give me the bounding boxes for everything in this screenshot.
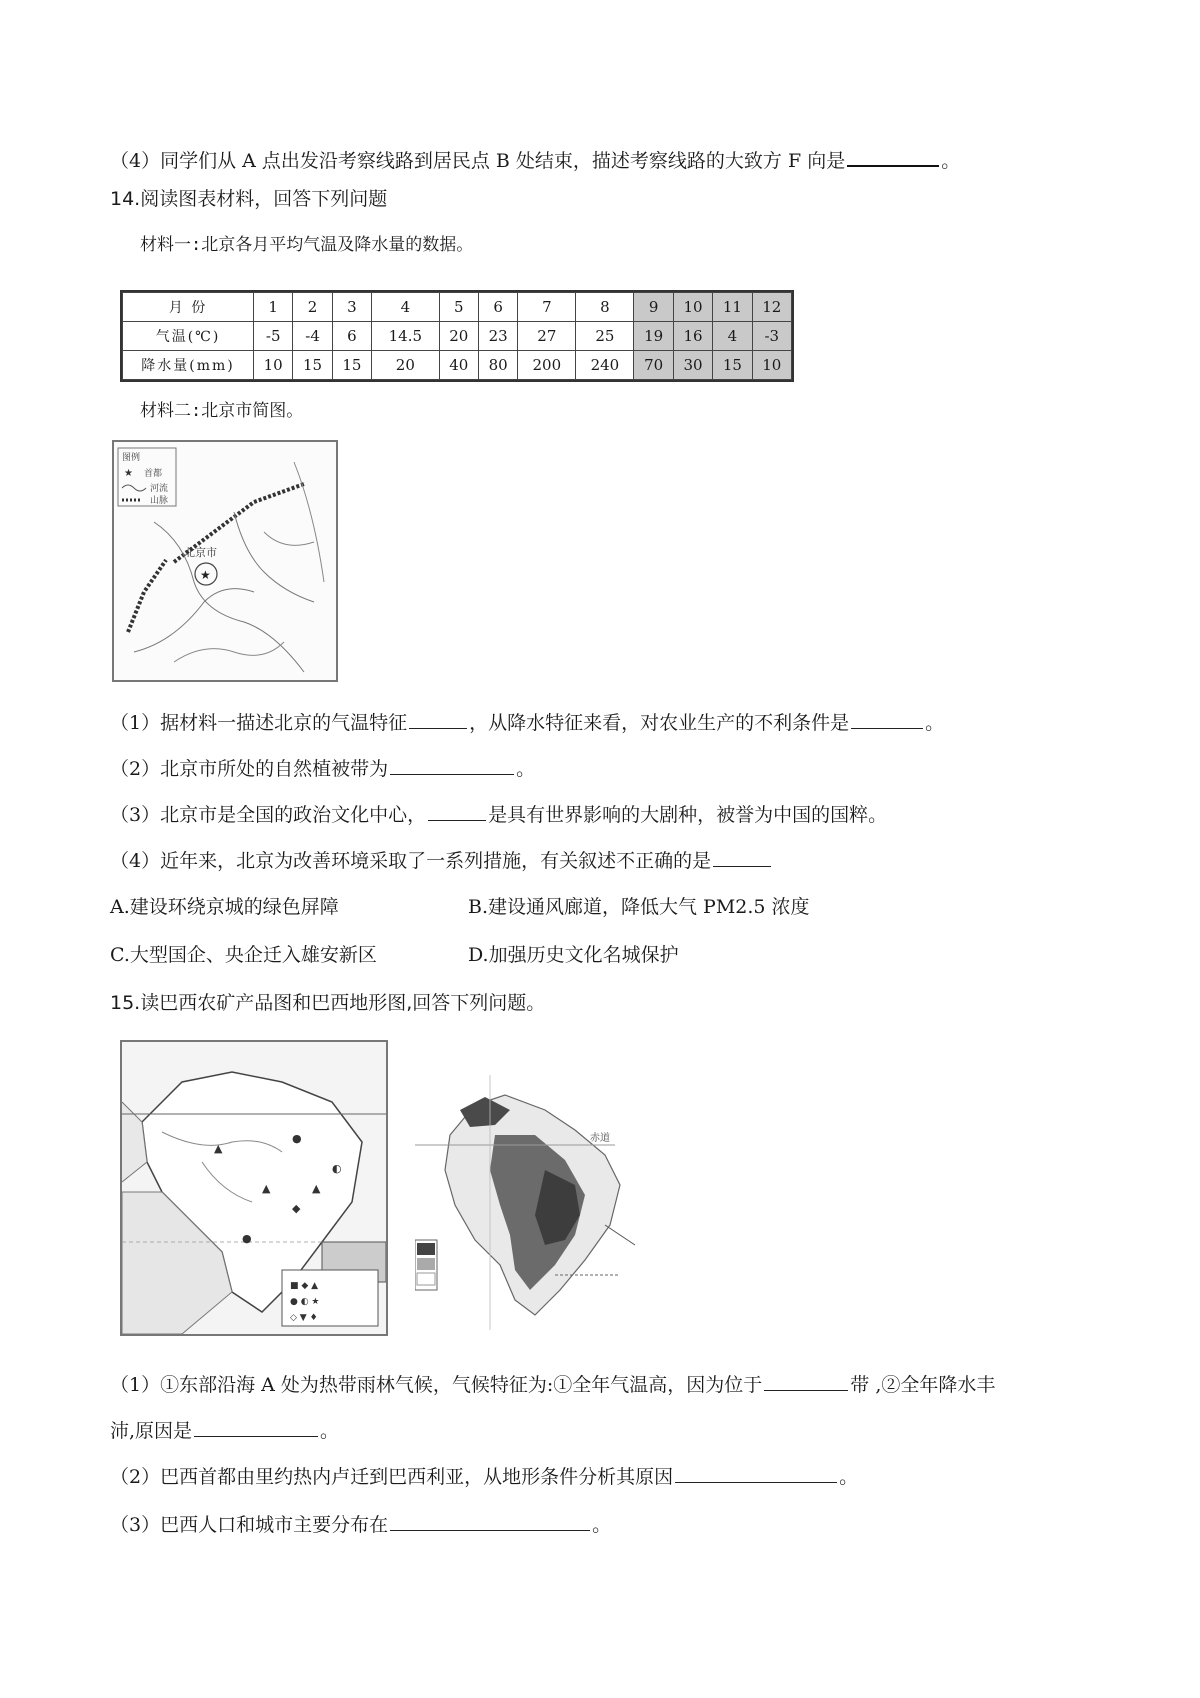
answer-blank[interactable]: [675, 1462, 837, 1483]
month-cell: 3: [332, 293, 371, 322]
temp-cell: 23: [478, 322, 517, 351]
q15-part3: [110, 1510, 611, 1538]
material1-caption: 材料一:北京各月平均气温及降水量的数据。: [140, 235, 474, 255]
q14-part1-text-a: （1）据材料一描述北京的气温特征: [110, 712, 408, 734]
punct: 。: [516, 758, 536, 780]
punct: 。: [592, 1514, 612, 1536]
product-icon: ▲: [214, 1142, 223, 1155]
temp-cell: 19: [634, 322, 673, 351]
answer-blank[interactable]: [764, 1370, 848, 1391]
precip-cell: 15: [332, 351, 371, 380]
precip-cell: 40: [439, 351, 478, 380]
brazil-products-map: [120, 1040, 388, 1336]
legend-title: 图例: [122, 453, 141, 463]
month-cell: 2: [293, 293, 332, 322]
q15-part2: [110, 1462, 858, 1490]
beijing-map-drawing: [114, 442, 336, 680]
temp-cell: 14.5: [372, 322, 439, 351]
product-icon: ◆: [292, 1202, 301, 1215]
temp-cell: 27: [518, 322, 576, 351]
q14-part4: [110, 846, 773, 874]
answer-blank[interactable]: [390, 754, 514, 775]
legend-icon: ◇ ▼ ♦: [290, 1313, 318, 1323]
river-icon: [122, 485, 146, 491]
answer-blank[interactable]: [409, 708, 467, 729]
precip-cell: 240: [576, 351, 634, 380]
capital-star-icon: ★: [200, 568, 211, 582]
climate-table: [120, 290, 794, 382]
temp-cell: 6: [332, 322, 371, 351]
q14-part2-text: （2）北京市所处的自然植被带为: [110, 758, 389, 780]
q15-part1-text-b: 带 ,②全年降水丰: [850, 1374, 996, 1396]
q14-part1-text-b: ，从降水特征来看，对农业生产的不利条件是: [469, 712, 850, 734]
month-cell: 1: [254, 293, 293, 322]
option-b: B.建设通风廊道，降低大气 PM2.5 浓度: [468, 896, 810, 918]
precip-cell: 15: [293, 351, 332, 380]
q14-part1: [110, 708, 944, 736]
answer-blank[interactable]: [713, 846, 771, 867]
answer-blank[interactable]: [390, 1510, 590, 1531]
q13-part4-text: （4）同学们从 A 点出发沿考察线路到居民点 B 处结束，描述考察线路的大致方 F 向是: [110, 150, 846, 172]
star-icon: ★: [124, 468, 133, 479]
temp-cell: 25: [576, 322, 634, 351]
q13-part4: [110, 145, 960, 174]
product-icon: ●: [242, 1232, 252, 1245]
q15-part1: [110, 1370, 995, 1398]
legend-mountain: 山脉: [150, 496, 169, 506]
legend-capital: 首都: [144, 469, 163, 479]
punct: 。: [839, 1466, 859, 1488]
month-cell: 12: [752, 293, 791, 322]
brazil-terrain-drawing: [415, 1075, 645, 1330]
q15-part1-text-a: （1）①东部沿海 A 处为热带雨林气候，气候特征为:①全年气温高，因为位于: [110, 1374, 763, 1396]
answer-blank[interactable]: [851, 708, 923, 729]
month-cell: 8: [576, 293, 634, 322]
precip-cell: 80: [478, 351, 517, 380]
legend-icon: ● ◐ ★: [290, 1297, 320, 1307]
brazil-terrain-map: [415, 1075, 645, 1330]
answer-blank[interactable]: [847, 145, 939, 167]
punct: 。: [941, 150, 961, 172]
precip-cell: 70: [634, 351, 673, 380]
option-a: A.建设环绕京城的绿色屏障: [110, 896, 339, 918]
temp-cell: -3: [752, 322, 791, 351]
option-c: C.大型国企、央企迁入雄安新区: [110, 944, 377, 966]
answer-blank[interactable]: [428, 800, 486, 821]
q14-part4-text: （4）近年来，北京为改善环境采取了一系列措施，有关叙述不正确的是: [110, 850, 712, 872]
legend-river: 河流: [150, 484, 169, 494]
table-row: [123, 322, 792, 351]
month-cell: 4: [372, 293, 439, 322]
table-header: 气温(℃): [123, 322, 254, 351]
precip-cell: 10: [254, 351, 293, 380]
temp-cell: -4: [293, 322, 332, 351]
product-icon: ●: [292, 1132, 302, 1145]
table-header: 降水量(mm): [123, 351, 254, 380]
precip-cell: 200: [518, 351, 576, 380]
option-d: D.加强历史文化名城保护: [468, 944, 679, 966]
q15-part2-text: （2）巴西首都由里约热内卢迁到巴西利亚，从地形条件分析其原因: [110, 1466, 674, 1488]
answer-blank[interactable]: [194, 1416, 318, 1437]
punct: 。: [320, 1420, 340, 1442]
month-cell: 6: [478, 293, 517, 322]
table-row: [123, 351, 792, 380]
temp-cell: -5: [254, 322, 293, 351]
precip-cell: 30: [673, 351, 712, 380]
q15-part1-cont: [110, 1416, 339, 1444]
q14-part3-text-a: （3）北京市是全国的政治文化中心，: [110, 804, 427, 826]
month-cell: 7: [518, 293, 576, 322]
equator-label: 赤道: [590, 1133, 610, 1144]
table-row: [123, 293, 792, 322]
temp-cell: 20: [439, 322, 478, 351]
q14-part3-text-b: 是具有世界影响的大剧种，被誉为中国的国粹。: [488, 804, 888, 826]
punct: 。: [925, 712, 945, 734]
product-icon: ▲: [262, 1182, 271, 1195]
precip-cell: 10: [752, 351, 791, 380]
product-icon: ◐: [332, 1162, 342, 1175]
precip-cell: 15: [713, 351, 752, 380]
q15-part3-text: （3）巴西人口和城市主要分布在: [110, 1514, 389, 1536]
product-icon: ▲: [312, 1182, 321, 1195]
temp-cell: 16: [673, 322, 712, 351]
month-cell: 11: [713, 293, 752, 322]
q15-title: 15.读巴西农矿产品图和巴西地形图,回答下列问题。: [110, 992, 546, 1014]
map-city-label: 北京市: [184, 546, 217, 559]
beijing-map: [112, 440, 338, 682]
legend-icon: ■ ◆ ▲: [290, 1281, 319, 1291]
month-cell: 10: [673, 293, 712, 322]
brazil-products-drawing: [122, 1042, 386, 1334]
q14-part3: [110, 800, 887, 828]
q14-title: 14.阅读图表材料，回答下列问题: [110, 188, 388, 210]
q15-part1-text-c: 沛,原因是: [110, 1420, 193, 1442]
temp-cell: 4: [713, 322, 752, 351]
month-cell: 9: [634, 293, 673, 322]
precip-cell: 20: [372, 351, 439, 380]
q14-part2: [110, 754, 535, 782]
material2-caption: 材料二:北京市简图。: [140, 401, 304, 421]
month-cell: 5: [439, 293, 478, 322]
table-header: 月 份: [123, 293, 254, 322]
